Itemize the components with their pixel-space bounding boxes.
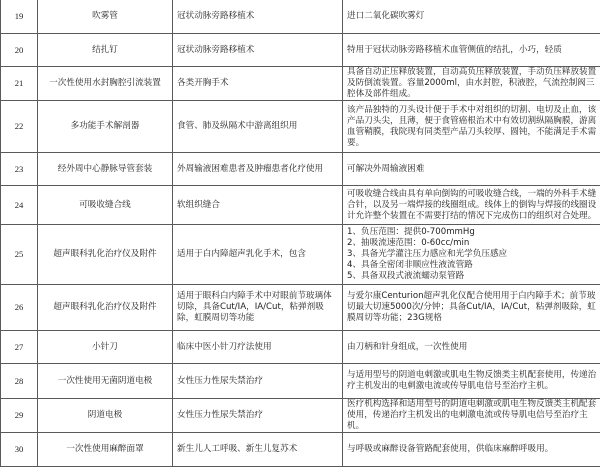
table-row (1, 225, 600, 285)
row-number: 30 (1, 433, 38, 467)
table-row (1, 285, 600, 331)
table-row (1, 153, 600, 186)
description-cell: 可解决外周输液困难 (343, 153, 600, 186)
device-name: 经外周中心静脉导管套装 (38, 153, 173, 186)
device-name: 阴道电极 (38, 399, 173, 433)
table-row (1, 331, 600, 364)
usage-cell: 冠状动脉旁路移植术 (173, 34, 343, 67)
row-number: 29 (1, 399, 38, 433)
usage-cell: 新生儿人工呼吸、新生儿复苏术 (173, 433, 343, 467)
row-number: 26 (1, 285, 38, 331)
row-number: 19 (1, 0, 38, 34)
description-cell: 由刀柄和针身组成，一次性使用 (343, 331, 600, 364)
device-name: 超声眼科乳化治疗仪及附件 (38, 225, 173, 285)
description-list-item: 5、具备双段式液流蠕动泵管路 (347, 271, 465, 281)
table-row (1, 34, 600, 67)
device-name: 一次性使用无菌阴道电极 (38, 364, 173, 399)
usage-cell: 冠状动脉旁路移植术 (173, 0, 343, 34)
device-name: 超声眼科乳化治疗仪及附件 (38, 285, 173, 331)
description-cell: 医疗机构选择和适用型号的阴道电刺激或肌电生物反馈类主机配套使用，传递治疗主机发出的电刺激电流或传导肌电信号至治疗主机。 (343, 399, 600, 433)
usage-cell: 各类开胸手术 (173, 67, 343, 101)
description-cell: 该产品独特的刀头设计便于手术中对组织的切割、电切及止血，该产品刀头尖，且薄，便于食管癌根治术中有效切割纵隔胸膜，游离血管鞘膜，我院现有同类型产品刀头较厚、圆钝，不能满足手术需要。 (343, 101, 600, 153)
row-number: 20 (1, 34, 38, 67)
row-number: 24 (1, 186, 38, 225)
usage-cell: 女性压力性尿失禁治疗 (173, 399, 343, 433)
description-cell: 与适用型号的阴道电刺激或肌电生物反馈类主机配套使用，传递治疗主机发出的电刺激电流或传导肌电信号至治疗主机。 (343, 364, 600, 399)
device-table-body (1, 0, 600, 467)
usage-cell: 外周输液困难患者及肿瘤患者化疗使用 (173, 153, 343, 186)
row-number: 22 (1, 101, 38, 153)
device-name: 小针刀 (38, 331, 173, 364)
description-list-item: 3、具备光学灌注压力感应和光学负压感应 (347, 249, 508, 259)
table-row (1, 186, 600, 225)
description-cell: 进口二氧化碳吹雾灯 (343, 0, 600, 34)
device-name: 结扎钉 (38, 34, 173, 67)
table-row (1, 0, 600, 34)
description-list-item: 4、具备全密闭非顺应性液流管路 (347, 260, 473, 270)
device-name: 吹雾管 (38, 0, 173, 34)
description-cell: 与爱尔康Centurion超声乳化仪配合使用用于白内障手术；前节玻切最大切速5000次/分钟；具备Cut/IA，IA/Cut，粘弹剂吸除，虹膜周切等功能；23G规格 (343, 285, 600, 331)
description-cell: 具备自动正压释放装置，自动高负压释放装置，手动负压释放装置及防倒流装置。容量2000ml，由水封腔，积液腔，气流控制阀三腔体及部件组成。 (343, 67, 600, 101)
table-row (1, 67, 600, 101)
device-name: 一次性使用水封胸腔引流装置 (38, 67, 173, 101)
row-number: 21 (1, 67, 38, 101)
row-number: 25 (1, 225, 38, 285)
description-cell: 与呼吸或麻醉设备管路配套使用，供临床麻醉呼吸用。 (343, 433, 600, 467)
row-number: 27 (1, 331, 38, 364)
table-row (1, 364, 600, 399)
description-cell: 可吸收缝合线由具有单向倒钩的可吸收缝合线，一端的外科手术缝合针，以及另一端焊接的线圈组成。线体上的倒钩与焊接的线圈设计允许整个装置在不需要打结的情况下完成伤口的组织对合处理。 (343, 186, 600, 225)
device-name: 多功能手术解剖器 (38, 101, 173, 153)
usage-cell: 食管、肺及纵隔术中游离组织用 (173, 101, 343, 153)
row-number: 23 (1, 153, 38, 186)
description-list-item: 2、抽吸流速范围：0-60cc/min (347, 238, 470, 248)
description-cell: 特用于冠状动脉旁路移植术血管侧值的结扎，小巧，轻质 (343, 34, 600, 67)
usage-cell: 临床中医小针刀疗法使用 (173, 331, 343, 364)
usage-cell: 适用于眼科白内障手术中对眼前节玻璃体切除，具备Cut/IA，IA/Cut，粘弹剂吸除，虹膜周切等功能 (173, 285, 343, 331)
device-name: 一次性使用麻醉面罩 (38, 433, 173, 467)
table-row (1, 101, 600, 153)
device-name: 可吸收缝合线 (38, 186, 173, 225)
description-list-item: 1、负压范围：提供0-700mmHg (347, 227, 475, 237)
description-cell (343, 225, 600, 285)
row-number: 28 (1, 364, 38, 399)
table-row (1, 433, 600, 467)
usage-cell: 女性压力性尿失禁治疗 (173, 364, 343, 399)
usage-cell: 适用于白内障超声乳化手术，包含 (173, 225, 343, 285)
table-row (1, 399, 600, 433)
usage-cell: 软组织缝合 (173, 186, 343, 225)
